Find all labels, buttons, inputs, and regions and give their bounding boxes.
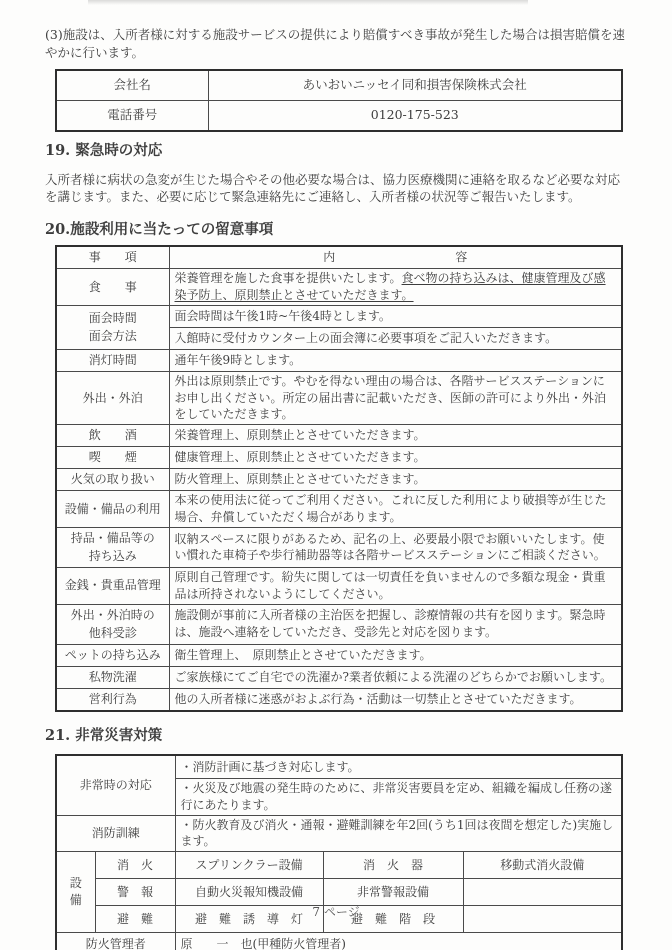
table-row bbox=[56, 568, 622, 605]
item-label: 外出・外泊 bbox=[56, 371, 169, 424]
table-row bbox=[56, 852, 622, 879]
equipment-cell bbox=[463, 879, 622, 906]
notes-table bbox=[55, 245, 623, 712]
item-content: 本来の使用法に従ってご利用ください。これに反した利用により破損等が生じた場合、弁償していただく場合があります。 bbox=[169, 491, 622, 528]
table-row bbox=[56, 688, 622, 711]
item-label: 食 事 bbox=[56, 269, 169, 306]
table-row bbox=[56, 815, 622, 852]
equipment-cell: 移動式消火設備 bbox=[463, 852, 622, 879]
item-label-line2: 他科受診 bbox=[88, 626, 137, 641]
item-label: 金銭・貴重品管理 bbox=[56, 568, 169, 605]
table-header-row bbox=[56, 246, 622, 269]
intro-paragraph: (3)施設は、入所者様に対する施設サービスの提供により賠償すべき事故が発生した場合は損害賠償を速やかに行います。 bbox=[45, 27, 625, 60]
fire-manager-name: 原 一 也(甲種防火管理者) bbox=[175, 933, 622, 950]
header-item: 事 項 bbox=[56, 246, 169, 269]
section-20-heading: 20.施設利用に当たっての留意事項 bbox=[45, 221, 274, 239]
table-row bbox=[56, 666, 622, 688]
item-content: 通年午後9時とします。 bbox=[169, 349, 622, 371]
table-row bbox=[56, 100, 622, 131]
equipment-cell: 避 難 誘 導 灯 bbox=[175, 906, 323, 933]
drill-text: ・防火教育及び消火・通報・避難訓練を年2回(うち1回は夜間を想定した)実施します。 bbox=[175, 815, 622, 852]
item-label: 喫 煙 bbox=[56, 447, 169, 469]
table-row bbox=[56, 469, 622, 491]
item-content: 衛生管理上、 原則禁止とさせていただきます。 bbox=[169, 644, 622, 666]
table-row bbox=[56, 269, 622, 306]
equipment-cell: 非常警報設備 bbox=[323, 879, 463, 906]
item-content: 健康管理上、原則禁止とさせていただきます。 bbox=[169, 447, 622, 469]
section-21-heading: 21. 非常災害対策 bbox=[45, 726, 163, 744]
content-underlined-text: 食べ物の持ち込みは、健康管理及び感染予防上、原則禁止とさせていただきます。 bbox=[174, 271, 606, 303]
table-row bbox=[56, 349, 622, 371]
item-content: 栄養管理上、原則禁止とさせていただきます。 bbox=[169, 425, 622, 447]
table-row bbox=[56, 425, 622, 447]
drill-label: 消防訓練 bbox=[56, 815, 175, 852]
scan-artifact bbox=[88, 0, 528, 5]
section-19-body: 入所者様に病状の急変が生じた場合やその他必要な場合は、協力医療機関に連絡を取るなど必要な対応を講じます。また、必要に応じて緊急連絡先にご連絡し、入所者様の状況等ご報告いたします。 bbox=[45, 171, 621, 205]
item-label-line2: 面会方法 bbox=[88, 329, 137, 344]
fire-manager-label: 防火管理者 bbox=[56, 933, 175, 950]
item-label: 設備・備品の利用 bbox=[56, 491, 169, 528]
equipment-label: 設 備 bbox=[56, 852, 95, 933]
table-row bbox=[56, 933, 622, 950]
table-row bbox=[56, 879, 622, 906]
item-content: 外出は原則禁止です。やむを得ない理由の場合は、各階サービスステーションにお申し出ください。所定の届出書に記載いただき、医師の許可により外出・外泊をしていただきます。 bbox=[169, 371, 622, 424]
equipment-cell: 自動火災報知機設備 bbox=[175, 879, 323, 906]
emergency-line1: ・消防計画に基づき対応します。 bbox=[175, 755, 622, 779]
item-label: 飲 酒 bbox=[56, 425, 169, 447]
item-content: 施設側が事前に入所者様の主治医を把握し、診療情報の共有を図ります。緊急時は、施設へ連絡をしていただき、受診先と対応を図ります。 bbox=[169, 604, 622, 644]
item-label: 営利行為 bbox=[56, 688, 169, 711]
table-row bbox=[56, 371, 622, 424]
page-footer: 7 ページ bbox=[312, 905, 360, 919]
header-content: 内 容 bbox=[169, 246, 622, 269]
table-row bbox=[56, 527, 622, 567]
table-row bbox=[56, 644, 622, 666]
table-row bbox=[56, 604, 622, 644]
company-name-label: 会社名 bbox=[56, 70, 208, 101]
section-19-heading: 19. 緊急時の対応 bbox=[45, 141, 163, 159]
equipment-type: 消 火 bbox=[95, 852, 175, 879]
phone-value: 0120-175-523 bbox=[208, 100, 622, 131]
item-label bbox=[56, 527, 169, 567]
equipment-type: 避 難 bbox=[95, 906, 175, 933]
item-label: 私物洗濯 bbox=[56, 666, 169, 688]
item-label bbox=[56, 305, 169, 349]
item-label-line1: 持品・備品等の bbox=[70, 530, 155, 545]
equipment-type: 警 報 bbox=[95, 879, 175, 906]
item-label: 消灯時間 bbox=[56, 349, 169, 371]
item-label-line1: 外出・外泊時の bbox=[70, 607, 155, 622]
item-label bbox=[56, 604, 169, 644]
equipment-cell: 消 火 器 bbox=[323, 852, 463, 879]
table-row bbox=[56, 447, 622, 469]
table-row bbox=[56, 491, 622, 528]
item-label-line2: 持ち込み bbox=[88, 549, 137, 564]
item-content: 他の入所者様に迷惑がおよぶ行為・活動は一切禁止とさせていただきます。 bbox=[169, 688, 622, 711]
equipment-cell: 避 難 階 段 bbox=[323, 906, 463, 933]
table-row bbox=[56, 305, 622, 327]
item-content bbox=[169, 269, 622, 306]
emergency-line2: ・火災及び地震の発生時のために、非常災害要員を定め、組織を編成し任務の遂行にあたります。 bbox=[175, 778, 622, 815]
phone-label: 電話番号 bbox=[56, 100, 208, 131]
item-content: ご家族様にてご自宅での洗濯か?業者依頼による洗濯のどちらかでお願いします。 bbox=[169, 666, 622, 688]
company-name-value: あいおいニッセイ同和損害保険株式会社 bbox=[208, 70, 622, 101]
equipment-cell: スプリンクラー設備 bbox=[175, 852, 323, 879]
item-content: 収納スペースに限りがあるため、記名の上、必要最小限でお願いいたします。使い慣れた車椅子や歩行補助器等は各階サービスステーションにご相談ください。 bbox=[169, 527, 622, 567]
item-content: 面会時間は午後1時~午後4時とします。 bbox=[169, 305, 622, 327]
table-row bbox=[56, 755, 622, 779]
content-text: 栄養管理を施した食事を提供いたします。 bbox=[174, 271, 402, 286]
insurance-table bbox=[55, 69, 623, 132]
item-label: ペットの持ち込み bbox=[56, 644, 169, 666]
item-content: 防火管理上、原則禁止とさせていただきます。 bbox=[169, 469, 622, 491]
item-content: 入館時に受付カウンター上の面会簿に必要事項をご記入いただきます。 bbox=[169, 327, 622, 349]
disaster-table bbox=[55, 754, 623, 950]
emergency-label: 非常時の対応 bbox=[56, 755, 175, 815]
item-content: 原則自己管理です。紛失に関しては一切責任を負いませんので多額な現金・貴重品は所持されないようにしてください。 bbox=[169, 568, 622, 605]
table-row bbox=[56, 70, 622, 101]
item-label: 火気の取り扱い bbox=[56, 469, 169, 491]
item-label-line1: 面会時間 bbox=[88, 310, 137, 325]
